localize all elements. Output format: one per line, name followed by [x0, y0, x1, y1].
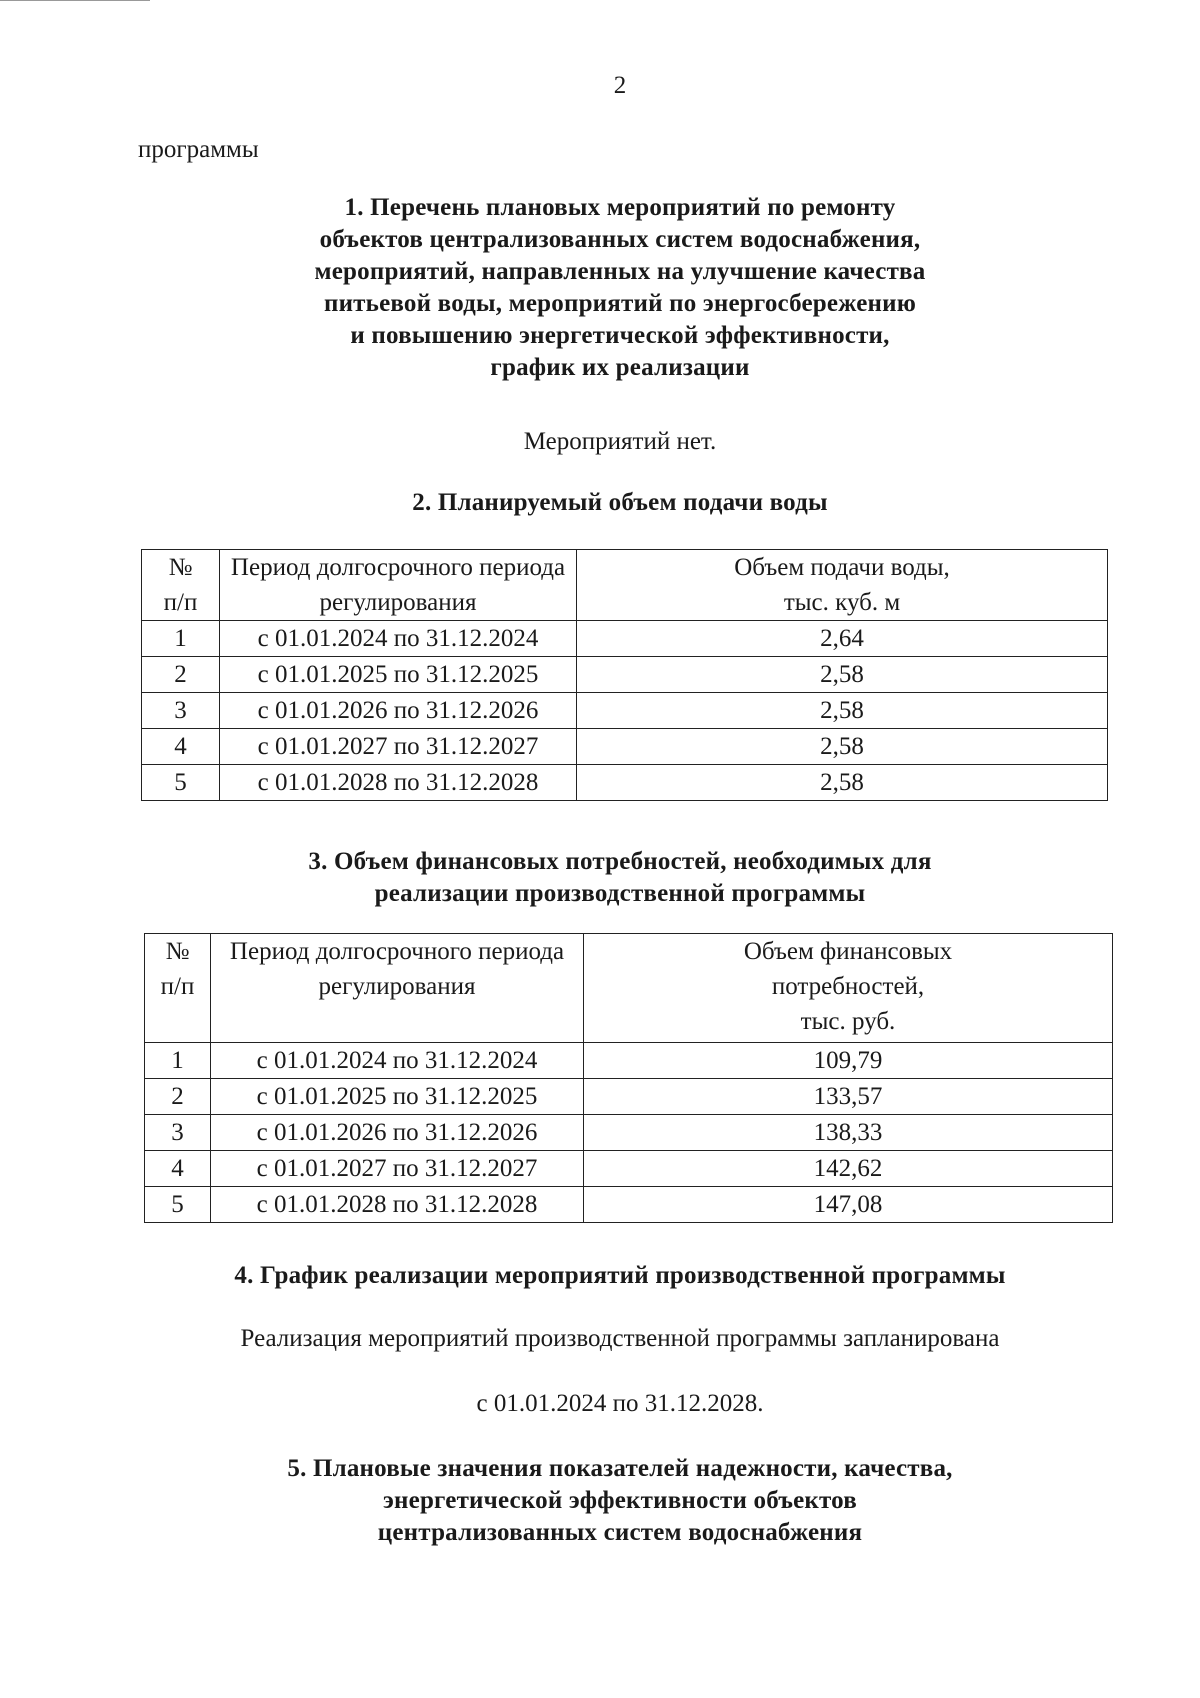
header-finance: [584, 934, 1113, 1043]
row-number: 3: [145, 1115, 211, 1151]
financial-needs-table: [144, 933, 1113, 1223]
row-period: с 01.01.2024 по 31.12.2024: [211, 1043, 584, 1079]
row-period: с 01.01.2027 по 31.12.2027: [211, 1151, 584, 1187]
section1-title-line: мероприятий, направленных на улучшение качества: [314, 258, 926, 285]
row-value: 147,08: [584, 1187, 1113, 1223]
section3-title: [0, 846, 1200, 910]
row-number: 5: [142, 765, 220, 801]
row-number: 4: [145, 1151, 211, 1187]
row-period: с 01.01.2026 по 31.12.2026: [211, 1115, 584, 1151]
table-row: [142, 657, 1108, 693]
table-header-row: [142, 550, 1108, 621]
section5-title-line: централизованных систем водоснабжения: [377, 1519, 863, 1546]
header-number-line1: №: [165, 938, 190, 965]
section1-note: Мероприятий нет.: [523, 428, 717, 455]
header-number: [142, 550, 220, 621]
table-row: [145, 1187, 1113, 1223]
row-period: с 01.01.2026 по 31.12.2026: [220, 693, 577, 729]
table-row: [142, 729, 1108, 765]
row-period: с 01.01.2025 по 31.12.2025: [220, 657, 577, 693]
table-header-row: [145, 934, 1113, 1043]
row-value: 133,57: [584, 1079, 1113, 1115]
scan-edge-mark: [0, 0, 150, 3]
row-number: 2: [145, 1079, 211, 1115]
row-value: 2,58: [577, 765, 1108, 801]
row-number: 2: [142, 657, 220, 693]
section5-title-line: 5. Плановые значения показателей надежности, качества,: [287, 1455, 953, 1482]
water-supply-table: [141, 549, 1108, 801]
table-row: [142, 693, 1108, 729]
header-number-line1: №: [168, 554, 193, 581]
row-value: 2,58: [577, 729, 1108, 765]
row-number: 4: [142, 729, 220, 765]
row-period: с 01.01.2025 по 31.12.2025: [211, 1079, 584, 1115]
header-period-line1: Период долгосрочного периода: [229, 938, 565, 965]
page-number: 2: [613, 72, 627, 99]
header-period-line2: регулирования: [318, 973, 476, 1000]
row-value: 109,79: [584, 1043, 1113, 1079]
row-number: 3: [142, 693, 220, 729]
header-volume-line1: Объем подачи воды,: [734, 554, 950, 581]
header-finance-line2: потребностей,: [771, 973, 925, 1000]
section1-title-line: 1. Перечень плановых мероприятий по ремонту: [344, 194, 896, 221]
section4-title: 4. График реализации мероприятий производственной программы: [234, 1262, 1006, 1289]
table-row: [145, 1043, 1113, 1079]
header-volume: [577, 550, 1108, 621]
header-finance-line3: тыс. руб.: [800, 1008, 896, 1035]
row-number: 1: [145, 1043, 211, 1079]
row-value: 142,62: [584, 1151, 1113, 1187]
row-number: 5: [145, 1187, 211, 1223]
header-number-line2: п/п: [160, 973, 195, 1000]
header-period-line2: регулирования: [319, 589, 477, 616]
section1-title-line: объектов централизованных систем водоснабжения,: [319, 226, 921, 253]
header-period-line1: Период долгосрочного периода: [230, 554, 566, 581]
header-finance-line1: Объем финансовых: [743, 938, 953, 965]
row-period: с 01.01.2024 по 31.12.2024: [220, 621, 577, 657]
row-value: 138,33: [584, 1115, 1113, 1151]
table-row: [142, 621, 1108, 657]
table-row: [142, 765, 1108, 801]
section5-title-line: энергетической эффективности объектов: [383, 1487, 857, 1514]
continuation-text: программы: [138, 136, 259, 163]
row-value: 2,58: [577, 693, 1108, 729]
section1-title-line: и повышению энергетической эффективности,: [350, 322, 890, 349]
section4-text-line2: с 01.01.2024 по 31.12.2028.: [476, 1390, 764, 1417]
header-volume-line2: тыс. куб. м: [783, 589, 901, 616]
header-period: [211, 934, 584, 1043]
section4-text-line1: Реализация мероприятий производственной программы запланирована: [240, 1325, 1000, 1352]
row-value: 2,58: [577, 657, 1108, 693]
row-period: с 01.01.2028 по 31.12.2028: [211, 1187, 584, 1223]
table-row: [145, 1151, 1113, 1187]
row-period: с 01.01.2027 по 31.12.2027: [220, 729, 577, 765]
section1-title: [0, 192, 1200, 384]
section3-title-line: 3. Объем финансовых потребностей, необходимых для: [308, 848, 932, 875]
row-number: 1: [142, 621, 220, 657]
header-number: [145, 934, 211, 1043]
row-value: 2,64: [577, 621, 1108, 657]
section3-title-line: реализации производственной программы: [374, 880, 866, 907]
section2-title: 2. Планируемый объем подачи воды: [412, 489, 828, 516]
section1-title-line: график их реализации: [490, 354, 750, 381]
row-period: с 01.01.2028 по 31.12.2028: [220, 765, 577, 801]
table-row: [145, 1115, 1113, 1151]
header-period: [220, 550, 577, 621]
header-number-line2: п/п: [163, 589, 198, 616]
section5-title: [0, 1453, 1200, 1549]
section1-title-line: питьевой воды, мероприятий по энергосбережению: [323, 290, 917, 317]
table-row: [145, 1079, 1113, 1115]
